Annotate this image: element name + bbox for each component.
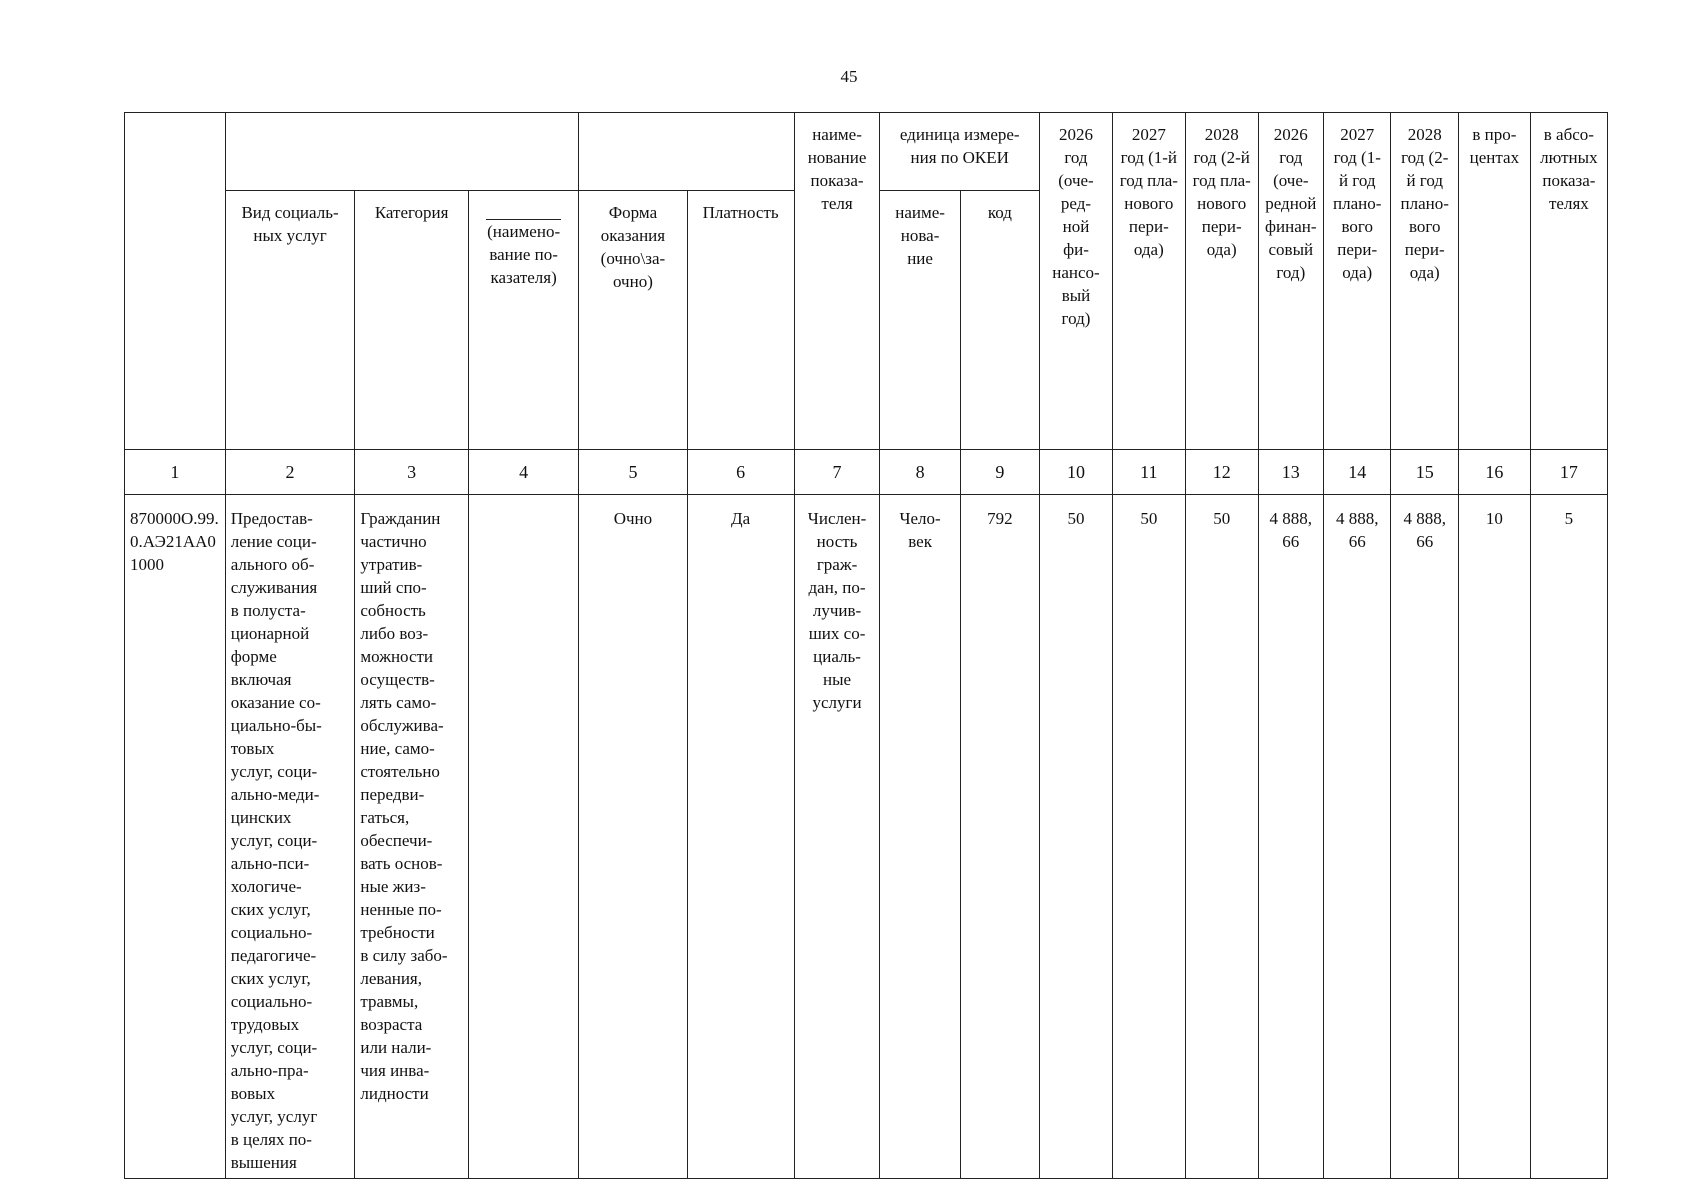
- header-indicator-name: наиме- нование показа- теля: [794, 113, 880, 450]
- value-2028-cell: 50: [1185, 495, 1258, 1179]
- header-2026-price: 2026 год (оче- редной финан- совый год): [1258, 113, 1323, 450]
- value-2027-cell: 50: [1112, 495, 1185, 1179]
- col-num: 3: [355, 450, 469, 495]
- paid-cell: Да: [687, 495, 794, 1179]
- col-num: 12: [1185, 450, 1258, 495]
- col-num: 11: [1112, 450, 1185, 495]
- header-deviation-absolute: в абсо- лютных показа- телях: [1530, 113, 1607, 450]
- header-2027-value: 2027 год (1-й год пла- нового пери- ода): [1112, 113, 1185, 450]
- indicator-name-cell: [468, 495, 578, 1179]
- col-num: 10: [1040, 450, 1113, 495]
- col-num: 13: [1258, 450, 1323, 495]
- service-type-cell: Предостав- ление соци- ального об- служивания в полуста- ционарной форме включая оказание со- циально-бы- товых услуг, соци- ально-меди- цинских услуг, соци- ально-пси- хологиче- ских услуг, социально- педагогиче- ских услуг, социально- трудовых услуг, соци- ально-пра- вовых услуг, услуг в целях по- вышения: [225, 495, 355, 1179]
- registry-code: 870000О.99.0.АЭ21АА01000: [125, 495, 226, 1179]
- col-num: 8: [880, 450, 960, 495]
- col-num: 1: [125, 450, 226, 495]
- header-unit-name: наиме- нова- ние: [880, 191, 960, 450]
- header-indicator-blank: [468, 191, 578, 450]
- column-number-row: [125, 450, 1608, 495]
- header-blank-code: [125, 113, 226, 450]
- header-indicator-blank-label: (наимено- вание по- казателя): [487, 222, 561, 287]
- header-unit-okei: единица измере- ния по ОКЕИ: [880, 113, 1040, 191]
- blank-line: [486, 219, 561, 220]
- col-num: 16: [1458, 450, 1530, 495]
- unit-code-cell: 792: [960, 495, 1039, 1179]
- header-2028-price: 2028 год (2- й год плано- вого пери- ода): [1391, 113, 1459, 450]
- header-form: Форма оказания (очно\за- очно): [579, 191, 687, 450]
- col-num: 7: [794, 450, 880, 495]
- header-blank-group-content: [225, 113, 579, 191]
- col-num: 9: [960, 450, 1039, 495]
- header-2027-price: 2027 год (1- й год плано- вого пери- ода): [1323, 113, 1391, 450]
- col-num: 14: [1323, 450, 1391, 495]
- deviation-percent-cell: 10: [1458, 495, 1530, 1179]
- price-2027-cell: 4 888, 66: [1323, 495, 1391, 1179]
- deviation-absolute-cell: 5: [1530, 495, 1607, 1179]
- header-service-type: Вид социаль- ных услуг: [225, 191, 355, 450]
- category-cell: Гражданин частично утратив- ший спо- собность либо воз- можности осуществ- лять само- обслужива- ние, само- стоятельно передви- гаться, обеспечи- вать основ- ные жиз- ненные по- требности в силу забо- левания, травмы, возраста или нали- чия инва- лидности: [355, 495, 469, 1179]
- col-num: 2: [225, 450, 355, 495]
- form-cell: Очно: [579, 495, 687, 1179]
- price-2026-cell: 4 888, 66: [1258, 495, 1323, 1179]
- header-2028-value: 2028 год (2-й год пла- нового пери- ода): [1185, 113, 1258, 450]
- value-2026-cell: 50: [1040, 495, 1113, 1179]
- header-paid: Платность: [687, 191, 794, 450]
- service-indicators-table: [124, 112, 1608, 1179]
- header-deviation-percent: в про- центах: [1458, 113, 1530, 450]
- price-2028-cell: 4 888, 66: [1391, 495, 1459, 1179]
- col-num: 6: [687, 450, 794, 495]
- table-row: [125, 495, 1608, 1179]
- header-row-1: [125, 113, 1608, 191]
- header-category: Категория: [355, 191, 469, 450]
- header-2026-value: 2026 год (оче- ред- ной фи- нансо- вый год): [1040, 113, 1113, 450]
- unit-name-cell: Чело- век: [880, 495, 960, 1179]
- page-number: 45: [840, 67, 858, 86]
- indicator-cell: Числен- ность граж- дан, по- лучив- ших со- циаль- ные услуги: [794, 495, 880, 1179]
- col-num: 15: [1391, 450, 1459, 495]
- col-num: 17: [1530, 450, 1607, 495]
- header-blank-group-conditions: [579, 113, 794, 191]
- col-num: 5: [579, 450, 687, 495]
- col-num: 4: [468, 450, 578, 495]
- header-unit-code: код: [960, 191, 1039, 450]
